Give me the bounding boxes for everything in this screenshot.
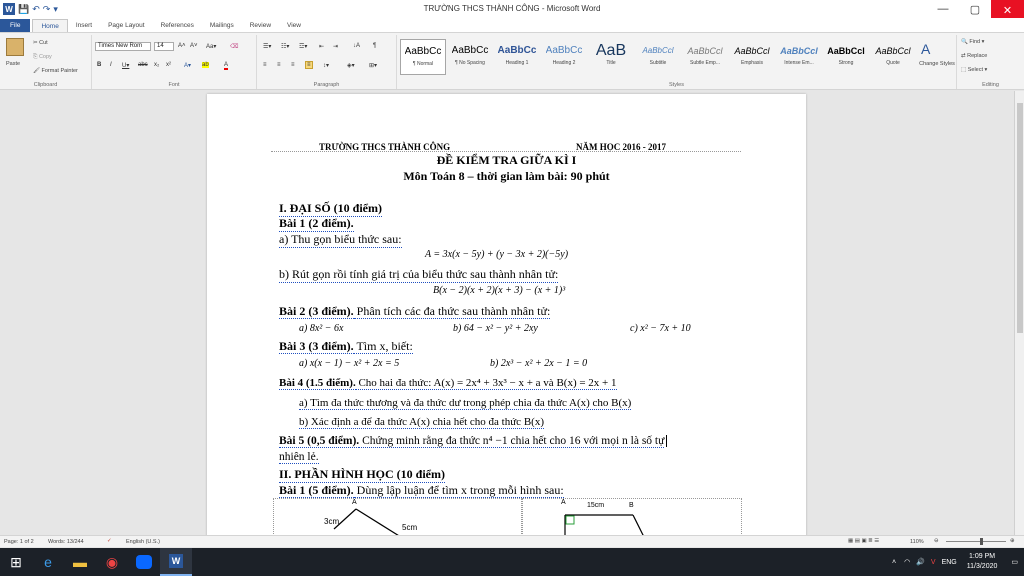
start-button[interactable] xyxy=(0,548,32,576)
ribbon-tabs xyxy=(0,18,1024,32)
replace-icon: ⇄ xyxy=(961,53,966,59)
view-buttons[interactable]: ▦ ▤ ▣ ≣ ☰ xyxy=(848,538,880,544)
figure-1 xyxy=(273,498,522,535)
clock-date: 11/3/2020 xyxy=(966,563,998,570)
bai2-item-c: c) x² − 7x + 10 xyxy=(630,323,691,334)
tab-home[interactable]: Home xyxy=(32,19,67,32)
school-year: NĂM HỌC 2016 - 2017 xyxy=(576,142,666,152)
tab-mailings[interactable]: Mailings xyxy=(209,22,234,29)
style-no-spacing[interactable] xyxy=(447,39,493,75)
bai3-heading: Bài 3 (3 điểm). xyxy=(279,339,354,353)
line-spacing-icon[interactable]: ↕▾ xyxy=(323,63,330,69)
zalo-icon[interactable] xyxy=(128,548,160,576)
word-logo-icon: W xyxy=(3,3,15,15)
clock[interactable] xyxy=(967,552,998,572)
change-styles-button[interactable]: Change Styles xyxy=(919,61,955,67)
edge-icon[interactable]: e xyxy=(44,554,52,570)
style-subtitle[interactable] xyxy=(635,39,681,75)
shrink-font-icon[interactable]: A˅ xyxy=(190,43,198,49)
bai5-continued: nhiên lẻ. xyxy=(279,451,319,463)
hh1-text: Dùng lập luận để tìm x trong mỗi hình sau: xyxy=(353,483,564,497)
decrease-indent-icon[interactable]: ⇤ xyxy=(319,44,325,50)
document-area[interactable] xyxy=(0,91,1014,535)
quick-access-toolbar xyxy=(0,0,58,18)
styles-label: Styles xyxy=(669,82,684,88)
underline-icon[interactable]: U▾ xyxy=(122,63,130,69)
find-label: Find xyxy=(969,39,981,45)
paste-button[interactable]: Paste xyxy=(6,61,21,67)
show-marks-icon[interactable]: ¶ xyxy=(373,43,377,49)
zoom-in-icon[interactable]: ⊕ xyxy=(1010,538,1015,544)
exam-title: ĐỀ KIỂM TRA GIỮA KÌ I xyxy=(436,153,577,167)
window-title: TRƯỜNG THCS THÀNH CÔNG - Microsoft Word xyxy=(423,4,601,13)
bai1-heading: Bài 1 (2 điểm). xyxy=(279,216,354,230)
bai3-text: Tìm x, biết: xyxy=(353,339,413,353)
style-intense-emphasis[interactable] xyxy=(776,39,822,75)
copy-button[interactable]: ⎘ Copy xyxy=(33,54,52,60)
bai2-item-a: a) 8x² − 6x xyxy=(299,323,344,334)
font-label: Font xyxy=(168,82,180,88)
subscript-icon[interactable]: x₂ xyxy=(154,62,160,68)
bai1a-expression: A = 3x(x − 5y) + (y − 3x + 2)(−5y) xyxy=(425,249,569,260)
system-tray xyxy=(892,548,1024,576)
format-painter-button[interactable]: 🖌 Format Painter xyxy=(33,68,78,74)
bold-icon[interactable]: B xyxy=(97,62,102,68)
style-name: ¶ No Spacing xyxy=(455,60,485,66)
align-right-icon[interactable]: ≡ xyxy=(291,62,295,68)
minimize-button[interactable]: — xyxy=(937,3,949,15)
page-count[interactable]: Page: 1 of 2 xyxy=(4,539,34,545)
styles-group xyxy=(397,35,957,89)
vertical-scrollbar[interactable] xyxy=(1014,91,1024,535)
bai4a-text: a) Tìm đa thức thương và đa thức dư trong phép chia đa thức A(x) cho B(x) xyxy=(299,397,632,409)
show-hidden-icons-icon[interactable]: ˄ xyxy=(891,558,897,566)
tab-review[interactable]: Review xyxy=(249,22,272,29)
bai1a-text: a) Thu gọn biểu thức sau: xyxy=(279,232,402,246)
figure-2 xyxy=(522,498,742,535)
paragraph-label: Paragraph xyxy=(313,82,340,88)
style-normal[interactable] xyxy=(400,39,446,75)
document-content[interactable] xyxy=(207,94,806,535)
bai2-text: Phân tích các đa thức sau thành nhân tử: xyxy=(353,304,551,318)
ribbon xyxy=(0,32,1024,90)
wifi-icon[interactable]: ◠ xyxy=(904,559,911,566)
header-rule xyxy=(271,151,741,152)
style-subtle-emphasis[interactable] xyxy=(682,39,728,75)
volume-icon[interactable]: 🔊 xyxy=(916,559,925,566)
bai1b-text: b) Rút gọn rồi tính giá trị của biểu thức sau thành nhân tử: xyxy=(279,267,559,281)
editing-label: Editing xyxy=(982,82,999,88)
bai4-heading: Bài 4 (1.5 điểm). xyxy=(279,377,356,389)
style-preview: AaBbCcl xyxy=(687,46,723,56)
figure-2-label-15cm: 15cm xyxy=(587,502,605,509)
replace-label: Replace xyxy=(967,53,988,59)
copy-label: Copy xyxy=(38,54,52,60)
style-preview: AaBbCcl xyxy=(734,46,770,56)
bai2-heading: Bài 2 (3 điểm). xyxy=(279,304,354,318)
format-painter-label: Format Painter xyxy=(41,68,78,74)
customize-qat-icon[interactable]: ▾ xyxy=(53,3,58,14)
tab-view[interactable]: View xyxy=(287,22,301,29)
clipboard-group xyxy=(0,35,92,89)
style-name: Heading 2 xyxy=(552,60,576,66)
select-button[interactable]: ⬚ Select ▾ xyxy=(961,67,988,73)
tab-references[interactable]: References xyxy=(160,22,194,29)
title-bar xyxy=(0,0,1024,18)
style-name: Subtitle xyxy=(649,60,667,66)
style-name: Title xyxy=(606,60,616,66)
font-color-icon[interactable]: A xyxy=(224,62,229,68)
paste-icon[interactable] xyxy=(6,38,24,56)
select-label: Select xyxy=(967,67,984,73)
style-title[interactable] xyxy=(588,39,634,75)
figure-2-label-a: A xyxy=(561,499,566,506)
tab-file[interactable]: File xyxy=(0,19,30,32)
bai4-text: Cho hai đa thức: A(x) = 2x⁴ + 3x³ − x + a và B(x) = 2x + 1 xyxy=(355,377,617,389)
tab-page-layout[interactable]: Page Layout xyxy=(108,22,145,29)
hh1-line xyxy=(279,483,564,498)
hh1-heading: Bài 1 (5 điểm). xyxy=(279,483,354,497)
multilevel-list-icon[interactable]: ☲▾ xyxy=(299,44,308,50)
find-icon: 🔍 xyxy=(961,39,968,45)
text-effects-icon[interactable]: A▾ xyxy=(184,63,192,69)
style-heading-1[interactable] xyxy=(494,39,540,75)
scrollbar-thumb[interactable] xyxy=(1017,103,1023,333)
undo-icon[interactable]: ↶ xyxy=(32,3,40,14)
word-count[interactable]: Words: 13/244 xyxy=(48,539,84,545)
bai1b-expression: B(x − 2)(x + 2)(x + 3) − (x + 1)³ xyxy=(433,285,566,296)
notification-icon[interactable]: ▭ xyxy=(1011,559,1018,566)
numbering-icon[interactable]: ☷▾ xyxy=(281,44,290,50)
cut-label: Cut xyxy=(39,40,48,46)
increase-indent-icon[interactable]: ⇥ xyxy=(333,44,339,50)
bai3-item-a: a) x(x − 1) − x² + 2x = 5 xyxy=(299,358,400,369)
replace-button[interactable] xyxy=(961,53,987,59)
bai2-line xyxy=(279,304,550,319)
part2-heading: II. PHẦN HÌNH HỌC (10 điểm) xyxy=(279,467,445,481)
language-indicator[interactable]: English (U.S.) xyxy=(126,539,160,545)
style-name: Quote xyxy=(886,60,900,66)
superscript-icon[interactable]: x² xyxy=(166,62,171,68)
align-left-icon[interactable]: ≡ xyxy=(263,62,267,68)
style-strong[interactable] xyxy=(823,39,869,75)
change-case-icon[interactable]: Aa▾ xyxy=(206,44,217,50)
clipboard-label: Clipboard xyxy=(33,82,58,88)
save-icon[interactable]: 💾 xyxy=(18,3,30,14)
zoom-level[interactable]: 110% xyxy=(910,539,924,545)
style-preview: AaBbCc xyxy=(404,46,442,57)
style-name: Intense Em... xyxy=(784,60,814,66)
file-explorer-icon[interactable]: ▬ xyxy=(73,554,87,570)
proofing-icon[interactable]: ✓ xyxy=(107,538,112,544)
select-icon: ⬚ xyxy=(961,67,967,73)
justify-icon[interactable]: ≡ xyxy=(307,62,311,68)
redo-icon[interactable]: ↷ xyxy=(42,3,51,14)
style-preview: AaBbCcl xyxy=(642,46,674,55)
bullets-icon[interactable]: ☰▾ xyxy=(263,44,272,50)
clock-time: 1:09 PM xyxy=(969,553,996,560)
windows-taskbar xyxy=(0,548,1024,576)
italic-icon[interactable]: I xyxy=(110,62,112,68)
chrome-icon[interactable]: ◉ xyxy=(105,553,119,570)
tab-insert[interactable]: Insert xyxy=(75,22,93,29)
style-preview: AaBbCc xyxy=(451,45,489,56)
window-controls xyxy=(927,0,1024,18)
highlight-icon[interactable]: ab xyxy=(202,62,209,68)
bai5-heading: Bài 5 (0,5 điểm). xyxy=(279,435,360,447)
zoom-slider-thumb[interactable] xyxy=(980,538,983,545)
bai5-text: Chứng minh rằng đa thức n⁴ −1 chia hết cho 16 với mọi n là số tự xyxy=(359,435,665,447)
style-name: ¶ Normal xyxy=(412,61,434,67)
style-heading-2[interactable] xyxy=(541,39,587,75)
figure-1-label-5cm: 5cm xyxy=(402,523,418,532)
cut-button[interactable]: ✂ Cut xyxy=(33,40,48,46)
zoom-slider[interactable] xyxy=(946,541,1006,542)
style-emphasis[interactable] xyxy=(729,39,775,75)
close-button[interactable]: ✕ xyxy=(991,0,1024,20)
align-center-icon[interactable]: ≡ xyxy=(277,62,281,68)
unikey-icon[interactable]: V xyxy=(930,558,936,566)
school-name: TRƯỜNG THCS THÀNH CÔNG xyxy=(319,142,451,152)
style-preview: AaBbCc xyxy=(497,45,537,56)
bai5-line xyxy=(279,435,667,447)
grow-font-icon[interactable]: A˄ xyxy=(178,43,186,49)
document-page[interactable] xyxy=(207,94,806,535)
style-preview: AaBbCcl xyxy=(780,46,818,56)
find-button[interactable]: 🔍 Find ▾ xyxy=(961,39,985,45)
bai2-item-b: b) 64 − x² − y² + 2xy xyxy=(453,323,538,334)
word-taskbar-icon[interactable]: W xyxy=(160,548,192,576)
style-preview: AaBbCcl xyxy=(827,46,865,56)
bai3-item-b: b) 2x³ − x² + 2x − 1 = 0 xyxy=(490,358,588,369)
zoom-out-icon[interactable]: ⊖ xyxy=(934,538,939,544)
style-name: Subtle Emp... xyxy=(689,60,720,66)
part1-heading: I. ĐẠI SỐ (10 điểm) xyxy=(279,201,383,215)
figure-1-label-a: A xyxy=(352,499,357,506)
style-preview: AaB xyxy=(595,42,627,59)
figure-1-drawing xyxy=(274,499,523,535)
bai4-line xyxy=(279,377,617,389)
figure-1-label-3cm: 3cm xyxy=(324,517,340,526)
shading-icon[interactable]: ◈▾ xyxy=(347,63,355,69)
editing-group xyxy=(957,35,1024,89)
maximize-button[interactable]: ▢ xyxy=(969,3,981,16)
borders-icon[interactable]: ⊞▾ xyxy=(369,63,378,69)
strikethrough-icon[interactable]: abc xyxy=(138,62,148,68)
bai3-line xyxy=(279,339,413,354)
clear-format-icon[interactable]: ⌫ xyxy=(230,44,239,50)
bai4b-text: b) Xác định a để đa thức A(x) chia hết cho đa thức B(x) xyxy=(299,416,544,428)
text-cursor xyxy=(666,435,667,447)
font-size-box[interactable]: 14 xyxy=(154,42,174,51)
sort-icon[interactable]: ↓A xyxy=(353,43,361,49)
style-preview: AaBbCcl xyxy=(875,46,911,56)
exam-subtitle: Môn Toán 8 – thời gian làm bài: 90 phút xyxy=(403,169,610,183)
style-name: Heading 1 xyxy=(505,60,529,66)
style-quote[interactable] xyxy=(870,39,916,75)
font-group xyxy=(92,35,257,89)
input-language[interactable]: ENG xyxy=(941,558,957,566)
change-styles-icon[interactable]: A xyxy=(921,41,931,57)
figure-2-label-b: B xyxy=(629,502,634,509)
style-preview: AaBbCc xyxy=(545,45,583,56)
font-name-box[interactable]: Times New Rom xyxy=(95,42,151,51)
paragraph-group xyxy=(257,35,397,89)
windows-logo-icon: ⊞ xyxy=(10,553,22,570)
style-name: Emphasis xyxy=(741,60,763,66)
style-name: Strong xyxy=(838,60,854,66)
status-bar xyxy=(0,535,1024,547)
